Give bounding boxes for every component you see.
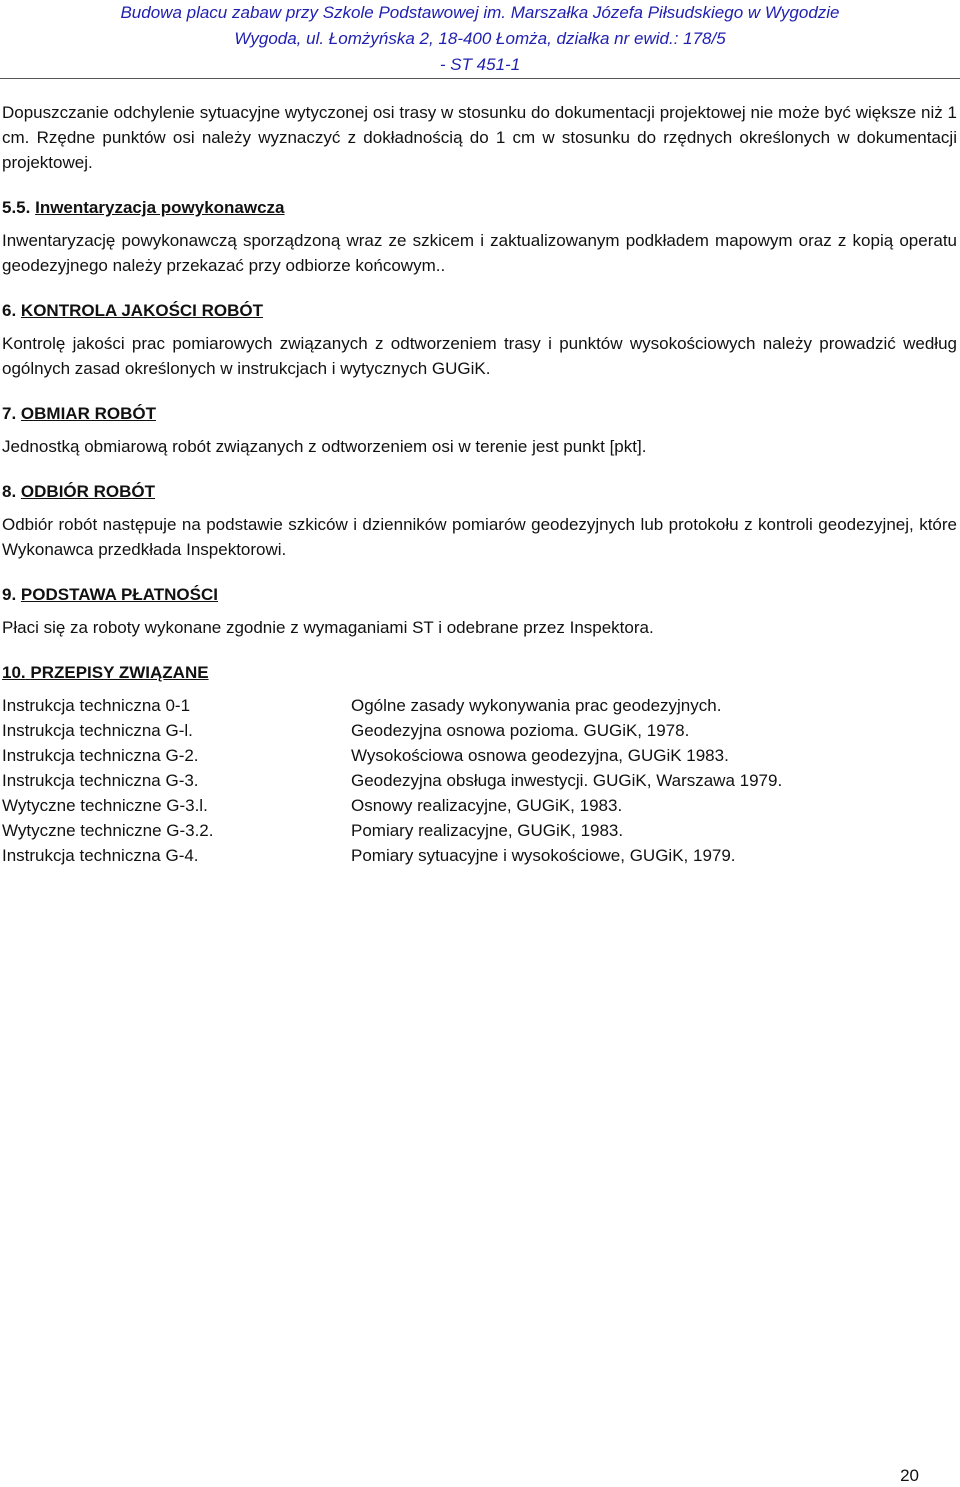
header-address: Wygoda, ul. Łomżyńska 2, 18-400 Łomża, działka nr ewid.: 178/5 [234,29,726,48]
reference-row [2,793,957,818]
section-heading-7 [2,401,957,426]
reference-description: Pomiary realizacyjne, GUGiK, 1983. [351,821,624,840]
section-heading-10 [2,660,957,685]
section-heading-5-5 [2,195,957,220]
section-text-8: Odbiór robót następuje na podstawie szkiców i dzienników pomiarów geodezyjnych lub protokołu z kontroli geodezyjnej, które Wykonawca przedkłada Inspektorowi. [2,515,957,559]
section-heading-9 [2,582,957,607]
section-text-5-5: Inwentaryzację powykonawczą sporządzoną wraz ze szkicem i zaktualizowanym podkładem mapowym oraz z kopią operatu geodezyjnego należy przekazać przy odbiorze końcowym.. [2,231,957,275]
reference-document: Wytyczne techniczne G-3.l. [2,796,208,815]
reference-description: Ogólne zasady wykonywania prac geodezyjnych. [351,696,722,715]
section-title: OBMIAR ROBÓT [20,404,156,423]
reference-document: Wytyczne techniczne G-3.2. [2,821,214,840]
reference-row [2,693,957,718]
section-text-6: Kontrolę jakości prac pomiarowych związanych z odtworzeniem trasy i punktów wysokościowych należy prowadzić według ogólnych zasad określonych w instrukcjach i wytycznych GUGiK. [2,334,957,378]
section-heading-8 [2,479,957,504]
section-title: Inwentaryzacja powykonawcza [35,198,285,217]
reference-description: Osnowy realizacyjne, GUGiK, 1983. [351,796,623,815]
section-number: 9. [2,585,17,604]
section-number: 5.5. [2,198,31,217]
reference-row [2,843,957,868]
section-text-7: Jednostką obmiarową robót związanych z odtworzeniem osi w terenie jest punkt [pkt]. [2,437,647,456]
references-table [2,693,957,868]
section-text-9: Płaci się za roboty wykonane zgodnie z wymaganiami ST i odebrane przez Inspektora. [2,618,654,637]
reference-document: Instrukcja techniczna G-3. [2,771,199,790]
page-number: 20 [900,1466,919,1485]
section-number: 7. [2,404,17,423]
reference-description: Geodezyjna osnowa pozioma. GUGiK, 1978. [351,721,690,740]
header-title: Budowa placu zabaw przy Szkole Podstawowej im. Marszałka Józefa Piłsudskiego w Wygodzie [120,3,840,22]
section-title: KONTROLA JAKOŚCI ROBÓT [20,301,264,320]
reference-row [2,718,957,743]
section-number: 8. [2,482,17,501]
page-content [2,100,957,868]
reference-description: Geodezyjna obsługa inwestycji. GUGiK, Warszawa 1979. [351,771,783,790]
section-title: PRZEPISY ZWIĄZANE [30,663,209,682]
reference-description: Pomiary sytuacyjne i wysokościowe, GUGiK, 1979. [351,846,736,865]
section-number: 10. [2,663,26,682]
reference-row [2,768,957,793]
header-spec-code: - ST 451-1 [439,55,521,74]
reference-description: Wysokościowa osnowa geodezyjna, GUGiK 1983. [351,746,729,765]
reference-row [2,818,957,843]
reference-document: Instrukcja techniczna 0-1 [2,696,191,715]
page-header [0,0,960,79]
reference-document: Instrukcja techniczna G-2. [2,746,199,765]
section-title: PODSTAWA PŁATNOŚCI [20,585,218,604]
reference-row [2,743,957,768]
reference-document: Instrukcja techniczna G-4. [2,846,199,865]
section-title: ODBIÓR ROBÓT [20,482,156,501]
section-heading-6 [2,298,957,323]
section-number: 6. [2,301,17,320]
intro-paragraph: Dopuszczanie odchylenie sytuacyjne wytyczonej osi trasy w stosunku do dokumentacji projektowej nie może być większe niż 1 cm. Rzędne punktów osi należy wyznaczyć z dokładnością do 1 cm w stosunku do rzędnych określonych w dokumentacji projektowej. [2,103,957,172]
reference-document: Instrukcja techniczna G-l. [2,721,193,740]
